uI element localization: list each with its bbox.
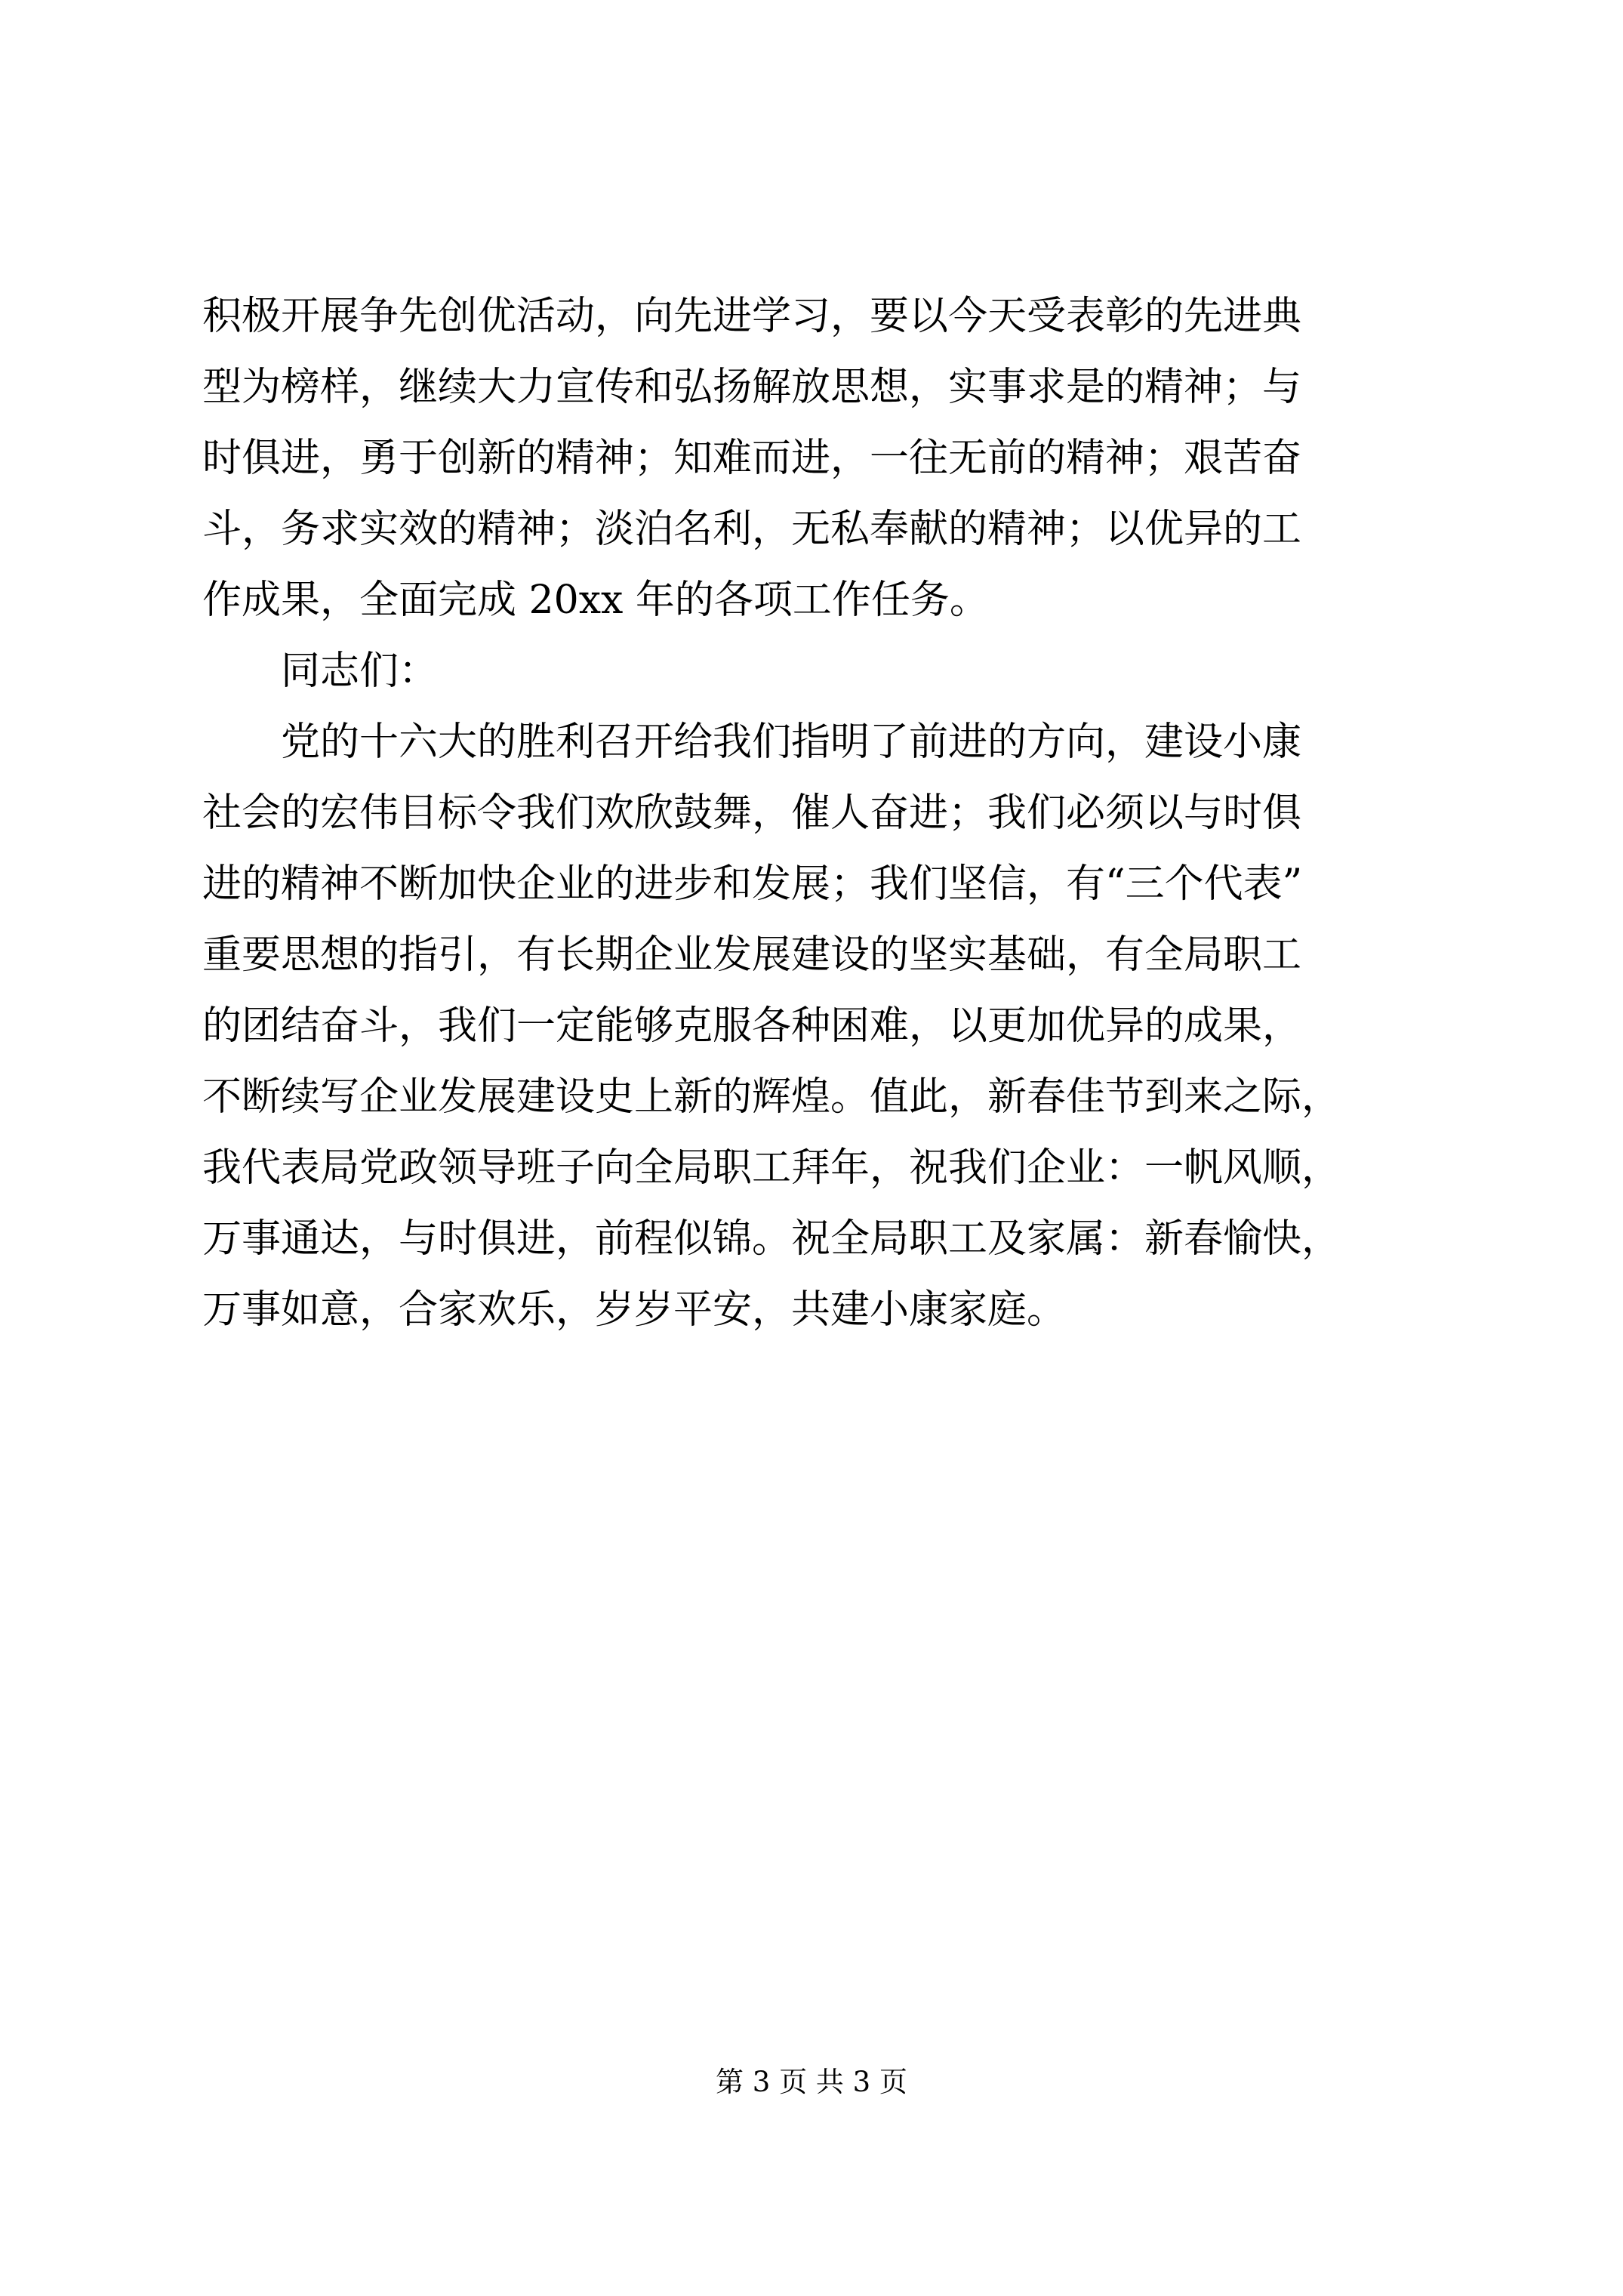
paragraph-2-line: 重要思想的指引，有长期企业发展建设的坚实基础，有全局职工 (202, 932, 1302, 978)
salutation: 同志们： (281, 649, 439, 694)
paragraph-2-line: 不断续写企业发展建设史上新的辉煌。值此，新春佳节到来之际， (202, 1074, 1341, 1120)
paragraph-2-line: 党的十六大的胜利召开给我们指明了前进的方向，建设小康 (281, 720, 1302, 765)
paragraph-2-line: 进的精神不断加快企业的进步和发展；我们坚信，有“三个代表” (202, 861, 1303, 907)
paragraph-2-line: 的团结奋斗，我们一定能够克服各种困难，以更加优异的成果， (202, 1003, 1302, 1049)
paragraph-1-line: 积极开展争先创优活动，向先进学习，要以今天受表彰的先进典 (202, 294, 1302, 339)
paragraph-1-line: 作成果，全面完成 20xx 年的各项工作任务。 (202, 578, 989, 623)
paragraph-1-line: 斗，务求实效的精神；淡泊名利，无私奉献的精神；以优异的工 (202, 507, 1302, 552)
paragraph-2-line: 社会的宏伟目标令我们欢欣鼓舞，催人奋进；我们必须以与时俱 (202, 791, 1302, 836)
paragraph-1-line: 时俱进，勇于创新的精神；知难而进，一往无前的精神；艰苦奋 (202, 436, 1302, 481)
paragraph-2-line: 万事通达，与时俱进，前程似锦。祝全局职工及家属：新春愉快， (202, 1216, 1341, 1262)
paragraph-2-line: 万事如意，合家欢乐，岁岁平安，共建小康家庭。 (202, 1287, 1067, 1333)
paragraph-1-line: 型为榜样，继续大力宣传和弘扬解放思想，实事求是的精神；与 (202, 365, 1302, 410)
page-number-footer: 第 3 页 共 3 页 (716, 2066, 907, 2098)
paragraph-2-line: 我代表局党政领导班子向全局职工拜年，祝我们企业：一帆风顺， (202, 1145, 1341, 1191)
